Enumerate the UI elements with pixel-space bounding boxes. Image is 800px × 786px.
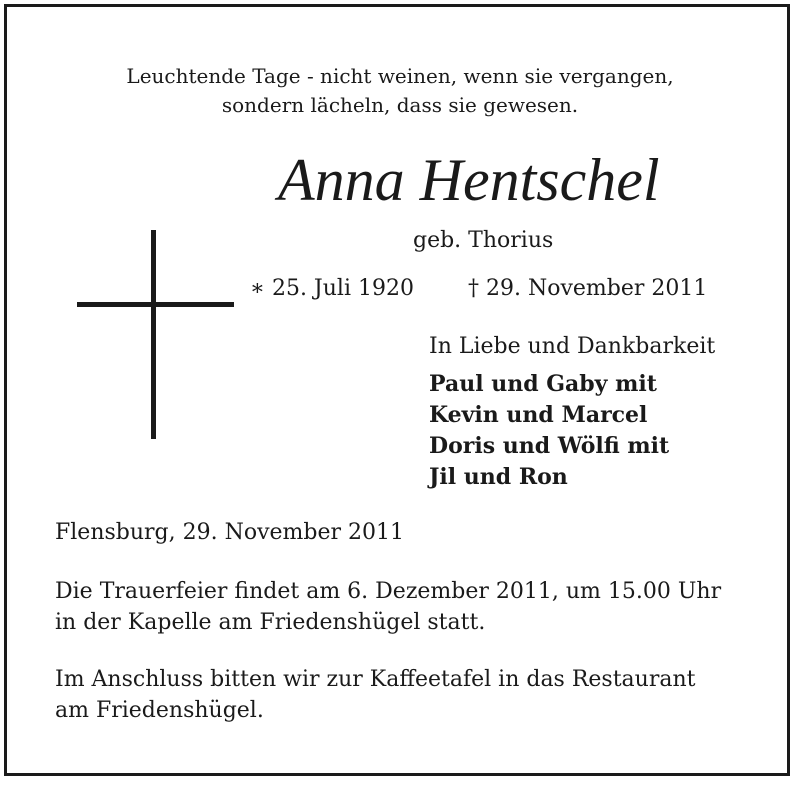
family-line: Jil und Ron <box>429 464 568 490</box>
service-info <box>55 576 721 638</box>
dedication: In Liebe und Dankbarkeit <box>429 334 716 359</box>
reception-line-1: Im Anschluss bitten wir zur Kaffeetafel in das Restaurant <box>55 667 696 692</box>
deceased-name: Anna Hentschel <box>278 147 660 213</box>
cross-horizontal-bar <box>77 302 234 307</box>
reception-info <box>55 664 695 726</box>
family-line: Kevin und Marcel <box>429 402 648 428</box>
family-line: Doris und Wölfi mit <box>429 433 670 459</box>
reception-line-2: am Friedenshügel. <box>55 698 264 723</box>
motto <box>0 62 800 120</box>
motto-line-2: sondern lächeln, dass sie gewesen. <box>221 93 579 117</box>
birth-date: ∗ 25. Juli 1920 <box>250 276 414 301</box>
family-line: Paul und Gaby mit <box>429 371 657 397</box>
motto-line-1: Leuchtende Tage - nicht weinen, wenn sie vergangen, <box>126 64 674 88</box>
family-list <box>429 369 669 493</box>
service-line-2: in der Kapelle am Friedenshügel statt. <box>55 610 486 635</box>
service-line-1: Die Trauerfeier findet am 6. Dezember 2011, um 15.00 Uhr <box>55 579 722 604</box>
maiden-name: geb. Thorius <box>413 228 554 253</box>
place-date: Flensburg, 29. November 2011 <box>55 520 405 545</box>
death-date: † 29. November 2011 <box>467 276 708 301</box>
cross-vertical-bar <box>151 230 156 439</box>
life-dates <box>250 276 707 301</box>
